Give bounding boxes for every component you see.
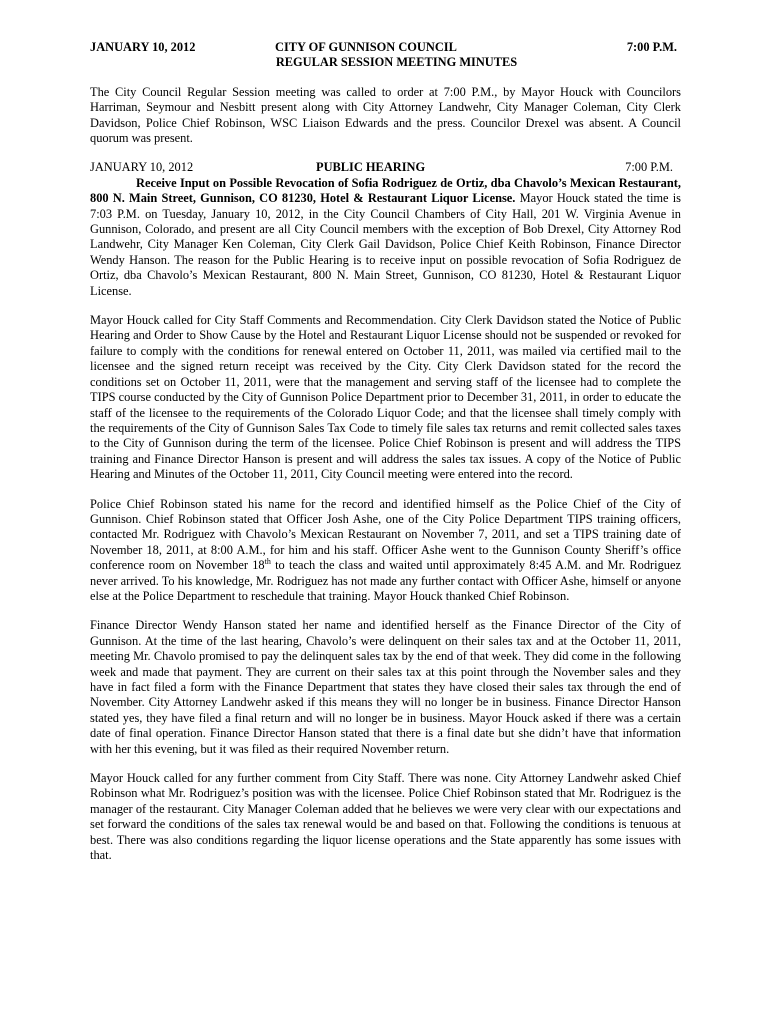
header-date: JANUARY 10, 2012 (90, 40, 196, 54)
minutes-page (90, 40, 681, 863)
hearing-title: PUBLIC HEARING (316, 160, 426, 175)
header-council: CITY OF GUNNISON COUNCIL (275, 40, 457, 54)
police-chief-text-a: Police Chief Robinson stated his name for the record and identified himself as the Police Chief of the City of Gunnison. Chief Robinson stated that Officer Josh Ashe, one of the City Police Department TIPS training officers, contacted Mr. Rodriguez with Chavolo’s Mexican Restaurant on November 7, 2011, and set a TIPS training date of November 18, 2011, at 8:00 A.M., for him and his staff. Officer Ashe went to the Gunnison County Sheriff’s office conference room on November 18 (90, 496, 681, 573)
document-subtitle: REGULAR SESSION MEETING MINUTES (275, 55, 518, 70)
police-chief-text-b: to teach the class and waited until approximately 8:45 A.M. and Mr. Rodriguez never arrived. To his knowledge, Mr. Rodriguez has not made any further contact with Officer Ashe, himself or anyone else at the Police Department to reschedule that training. Mayor Houck thanked Chief Robinson. (90, 558, 681, 603)
ordinal-suffix: th (264, 557, 271, 567)
hearing-time: 7:00 P.M. (625, 160, 673, 175)
document-header (90, 40, 681, 55)
hearing-date: JANUARY 10, 2012 (90, 160, 194, 175)
hearing-subject: Receive Input on Possible Revocation of Sofia Rodriguez de Ortiz, dba Chavolo’s Mexican Restaurant, 800 N. Main Street, Gunnison, CO 81230, Hotel & Restaurant Liquor License. (90, 175, 681, 206)
intro-paragraph: The City Council Regular Session meeting was called to order at 7:00 P.M., by Mayor Houck with Councilors Harriman, Seymour and Nesbitt present along with City Attorney Landwehr, City Manager Coleman, City Clerk Davidson, Police Chief Robinson, WSC Liaison Edwards and the press. Councilor Drexel was absent. A Council quorum was present. (90, 84, 681, 146)
finance-director-paragraph: Finance Director Wendy Hanson stated her name and identified herself as the Finance Director of the City of Gunnison. At the time of the last hearing, Chavolo’s were delinquent on their sales tax and at the October 11, 2011, meeting Mr. Chavolo promised to pay the delinquent sales tax by the end of that week. They did come in the following week and made that payment. They are current on their sales tax at this point through the November sales and they have in fact filed a form with the Finance Department that states they have closed their sales tax through the end of November. City Attorney Landwehr asked if this means they will no longer be in business. Finance Director Hanson stated yes, they have filed a final return and will no longer be in business. Mayor Houck asked if there was a certain date of final operation. Finance Director Hanson stated that there is a final date but she didn’t have that information with her this evening, but it was filed as their required November return. (90, 618, 681, 756)
header-time: 7:00 P.M. (626, 40, 677, 54)
hearing-header (90, 160, 681, 175)
further-comment-paragraph: Mayor Houck called for any further comment from City Staff. There was none. City Attorney Landwehr asked Chief Robinson what Mr. Rodriguez’s position was with the licensee. Police Chief Robinson stated that Mr. Rodriguez is the manager of the restaurant. City Manager Coleman added that he believes we were very clear with our expectations and set forward the conditions of the sales tax renewal would be and based on that. Following the conditions is tenuous at best. There was also conditions regarding the liquor license operations and the State apparently has some issues with that. (90, 771, 681, 863)
police-chief-paragraph (90, 497, 681, 605)
staff-comments-paragraph: Mayor Houck called for City Staff Comments and Recommendation. City Clerk Davidson stated the Notice of Public Hearing and Order to Show Cause by the Hotel and Restaurant Liquor License should not be suspended or revoked for failure to comply with the conditions for renewal entered on October 11, 2011, was mailed via certified mail to the licensee and the signed return receipt was received by the City. City Clerk Davidson stated for the record the conditions set on October 11, 2011, were that the management and serving staff of the licensee had to complete the TIPS course conducted by the City of Gunnison Police Department prior to December 31, 2011, in order to educate the staff of the licensee to the requirements of the Colorado Liquor Code; and that the licensee shall timely comply with the requirements of the City of Gunnison Sales Tax Code to timely file sales tax returns and remit collected sales taxes to the City of Gunnison during the term of the licensee. Police Chief Robinson is present and will address the TIPS training and Finance Director Hanson is present and will address the sales tax issues. A copy of the Notice of Public Hearing and Minutes of the October 11, 2011, City Council meeting were entered into the record. (90, 313, 681, 482)
hearing-subject-body: Mayor Houck stated the time is 7:03 P.M. on Tuesday, January 10, 2012, in the City Council Chambers of City Hall, 201 W. Virginia Avenue in Gunnison, Colorado, and present are all City Council members with the exception of Bob Drexel, City Attorney Rod Landwehr, City Manager Ken Coleman, City Clerk Gail Davidson, Police Chief Keith Robinson, Finance Director Wendy Hanson. The reason for the Public Hearing is to receive input on possible revocation of Sofia Rodriguez de Ortiz, dba Chavolo’s Mexican Restaurant, 800 N. Main Street, Gunnison, CO 81230, Hotel & Restaurant Liquor License. (90, 191, 682, 298)
hearing-paragraph (90, 176, 681, 299)
